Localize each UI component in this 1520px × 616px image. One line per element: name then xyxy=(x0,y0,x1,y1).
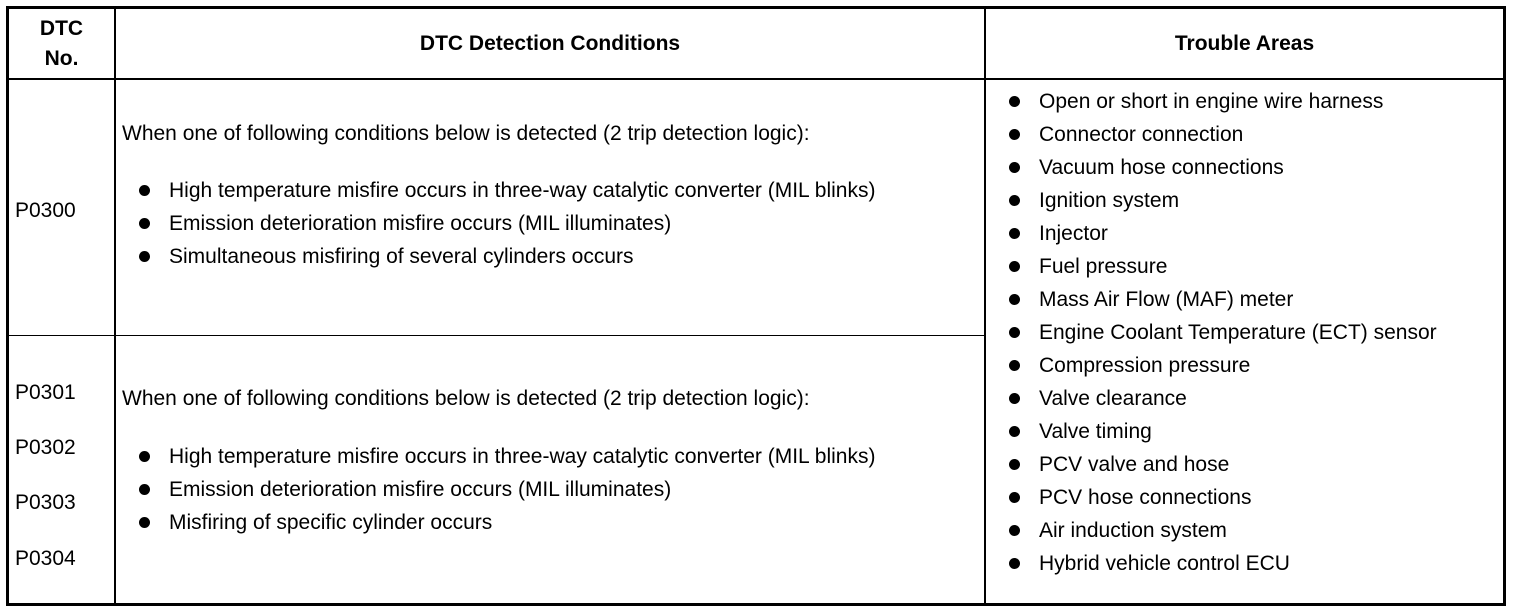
dtc-code: P0301 xyxy=(15,381,76,404)
trouble-area-text: Air induction system xyxy=(1039,519,1227,542)
bullet-icon xyxy=(1009,360,1020,371)
list-item xyxy=(1009,285,1489,315)
trouble-area-text: Fuel pressure xyxy=(1039,255,1168,278)
bullet-icon xyxy=(139,251,150,262)
bullet-icon xyxy=(1009,459,1020,470)
dtc-code: P0302 xyxy=(15,436,76,459)
bullet-icon xyxy=(1009,195,1020,206)
list-item xyxy=(1009,252,1489,282)
bullet-icon xyxy=(1009,228,1020,239)
bullet-icon xyxy=(1009,558,1020,569)
dtc-code: P0300 xyxy=(15,199,76,222)
list-item xyxy=(1009,516,1489,546)
list-item xyxy=(139,508,959,537)
conditions-list xyxy=(139,176,959,275)
list-item xyxy=(1009,351,1489,381)
list-item xyxy=(1009,219,1489,249)
list-item xyxy=(1009,186,1489,216)
list-item xyxy=(139,242,959,271)
trouble-area-text: Open or short in engine wire harness xyxy=(1039,90,1384,113)
condition-text: High temperature misfire occurs in three-way catalytic converter (MIL blinks) xyxy=(169,179,876,202)
bullet-icon xyxy=(1009,393,1020,404)
conditions-intro: When one of following conditions below is detected (2 trip detection logic): xyxy=(122,387,810,410)
condition-text: Emission deterioration misfire occurs (MIL illuminates) xyxy=(169,478,672,501)
list-item xyxy=(1009,318,1489,348)
header-divider xyxy=(9,78,1503,80)
trouble-area-text: Compression pressure xyxy=(1039,354,1251,377)
list-item xyxy=(139,209,959,238)
bullet-icon xyxy=(1009,426,1020,437)
header-dtc-no xyxy=(9,14,114,74)
trouble-area-text: Connector connection xyxy=(1039,123,1244,146)
bullet-icon xyxy=(1009,492,1020,503)
bullet-icon xyxy=(1009,294,1020,305)
bullet-icon xyxy=(1009,261,1020,272)
bullet-icon xyxy=(1009,525,1020,536)
conditions-list xyxy=(139,442,959,541)
column-divider-2 xyxy=(984,9,986,603)
list-item xyxy=(139,442,959,471)
bullet-icon xyxy=(139,517,150,528)
bullet-icon xyxy=(1009,162,1020,173)
header-dtc-no-line1: DTC xyxy=(39,17,84,40)
bullet-icon xyxy=(1009,129,1020,140)
list-item xyxy=(1009,549,1489,579)
trouble-areas-list xyxy=(1009,87,1489,582)
trouble-area-text: PCV hose connections xyxy=(1039,486,1252,509)
list-item xyxy=(1009,417,1489,447)
column-divider-1 xyxy=(114,9,116,603)
condition-text: Misfiring of specific cylinder occurs xyxy=(169,511,493,534)
list-item xyxy=(1009,483,1489,513)
trouble-area-text: Mass Air Flow (MAF) meter xyxy=(1039,288,1294,311)
dtc-code: P0304 xyxy=(15,547,76,570)
list-item xyxy=(1009,384,1489,414)
trouble-area-text: Vacuum hose connections xyxy=(1039,156,1284,179)
trouble-area-text: PCV valve and hose xyxy=(1039,453,1230,476)
dtc-table xyxy=(6,6,1506,606)
bullet-icon xyxy=(1009,96,1020,107)
list-item xyxy=(1009,120,1489,150)
condition-text: Emission deterioration misfire occurs (MIL illuminates) xyxy=(169,212,672,235)
list-item xyxy=(1009,450,1489,480)
bullet-icon xyxy=(139,185,150,196)
trouble-area-text: Ignition system xyxy=(1039,189,1180,212)
trouble-area-text: Hybrid vehicle control ECU xyxy=(1039,552,1290,575)
list-item xyxy=(139,475,959,504)
bullet-icon xyxy=(139,218,150,229)
bullet-icon xyxy=(139,451,150,462)
trouble-area-text: Valve clearance xyxy=(1039,387,1187,410)
bullet-icon xyxy=(1009,327,1020,338)
list-item xyxy=(1009,153,1489,183)
condition-text: Simultaneous misfiring of several cylinders occurs xyxy=(169,245,634,268)
header-detection-conditions: DTC Detection Conditions xyxy=(419,32,681,55)
bullet-icon xyxy=(139,484,150,495)
header-dtc-no-line2: No. xyxy=(44,47,79,70)
trouble-area-text: Injector xyxy=(1039,222,1108,245)
list-item xyxy=(139,176,959,205)
dtc-code: P0303 xyxy=(15,491,76,514)
list-item xyxy=(1009,87,1489,117)
trouble-area-text: Valve timing xyxy=(1039,420,1152,443)
conditions-intro: When one of following conditions below is detected (2 trip detection logic): xyxy=(122,122,810,145)
condition-text: High temperature misfire occurs in three-way catalytic converter (MIL blinks) xyxy=(169,445,876,468)
trouble-area-text: Engine Coolant Temperature (ECT) sensor xyxy=(1039,321,1437,344)
row-divider xyxy=(9,335,984,336)
header-trouble-areas: Trouble Areas xyxy=(1174,32,1315,55)
